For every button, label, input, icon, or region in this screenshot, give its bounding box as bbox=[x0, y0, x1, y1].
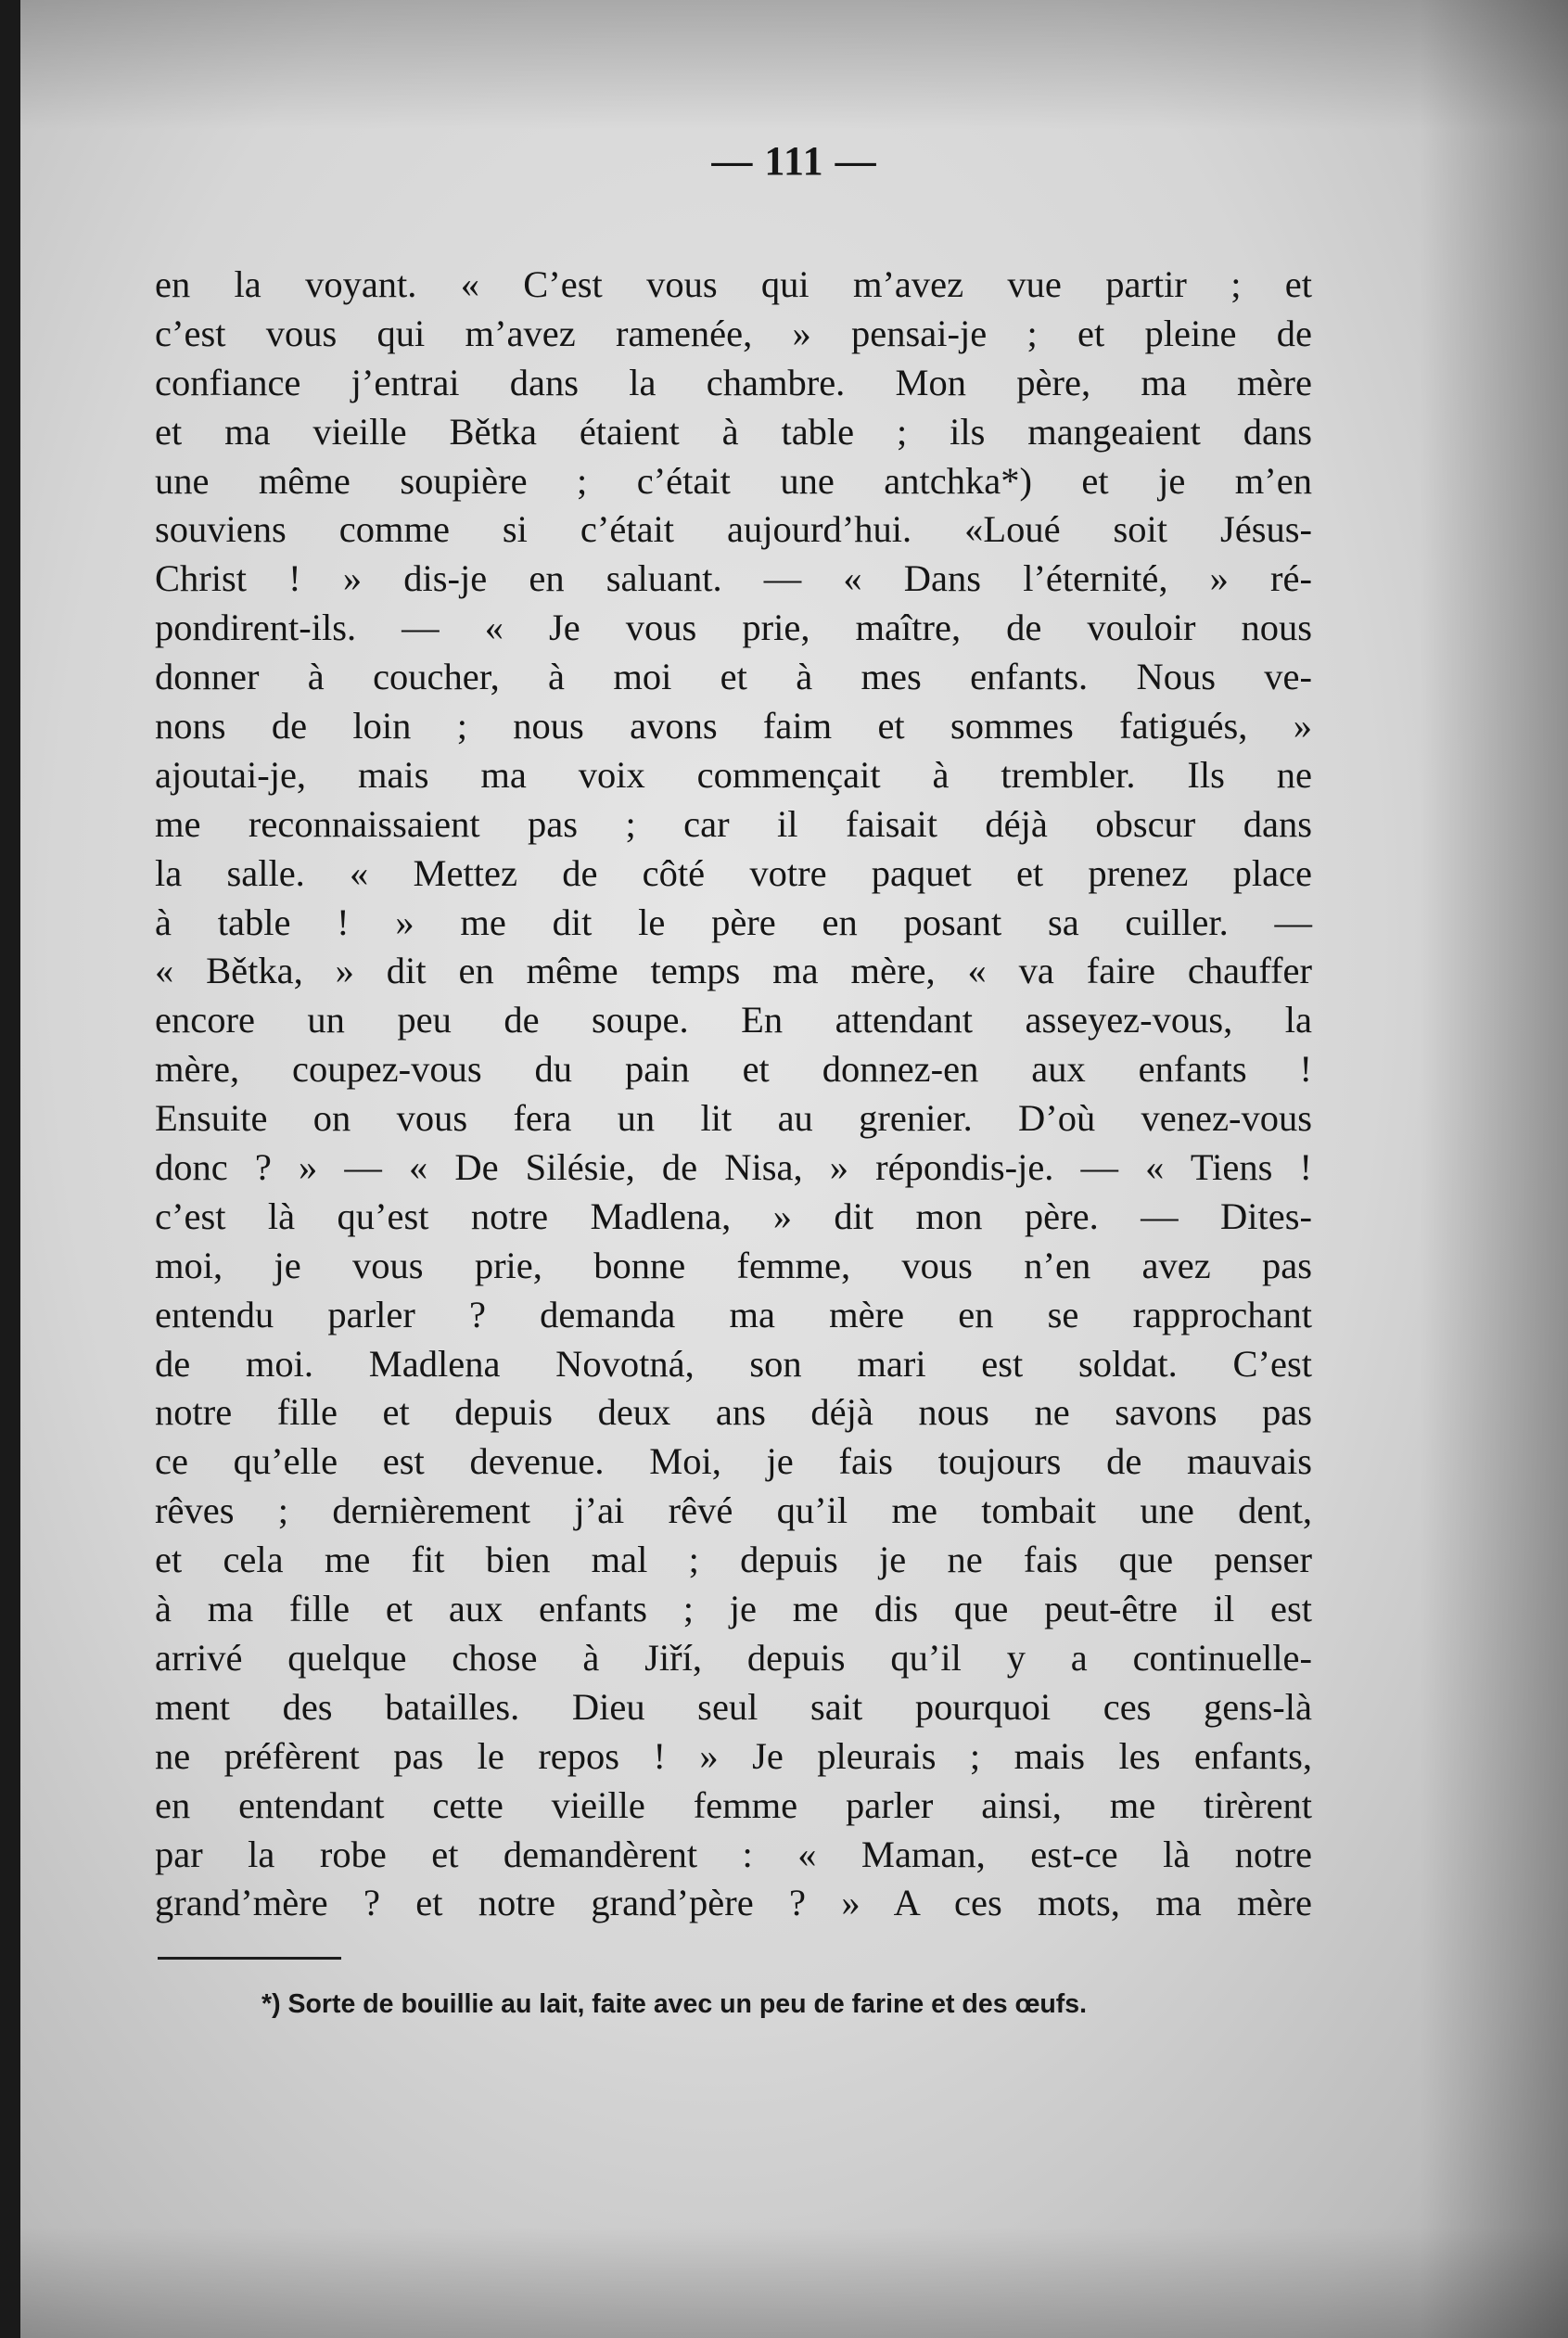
text-line: à table ! » me dit le père en posant sa cuiller. — bbox=[155, 901, 1312, 943]
text-line: c’est vous qui m’avez ramenée, » pensai-je ; et pleine de bbox=[155, 312, 1312, 354]
text-line: arrivé quelque chose à Jiří, depuis qu’il y a continuelle- bbox=[155, 1636, 1312, 1679]
text-line: en la voyant. « C’est vous qui m’avez vue partir ; et bbox=[155, 263, 1312, 305]
page-shadow-bottom bbox=[20, 2227, 1568, 2338]
text-line: me reconnaissaient pas ; car il faisait déjà obscur dans bbox=[155, 802, 1312, 845]
text-line: ajoutai-je, mais ma voix commençait à trembler. Ils ne bbox=[155, 753, 1312, 796]
text-line: « Bětka, » dit en même temps ma mère, « va faire chauffer bbox=[155, 950, 1312, 992]
text-line: et cela me fit bien mal ; depuis je ne fais que penser bbox=[155, 1539, 1312, 1581]
text-line: une même soupière ; c’était une antchka*) et je m’en bbox=[155, 459, 1312, 502]
text-line: par la robe et demandèrent : « Maman, est-ce là notre bbox=[155, 1833, 1312, 1875]
text-line: ce qu’elle est devenue. Moi, je fais toujours de mauvais bbox=[155, 1440, 1312, 1483]
text-line: la salle. « Mettez de côté votre paquet et prenez place bbox=[155, 851, 1312, 894]
text-line: Ensuite on vous fera un lit au grenier. D’où venez-vous bbox=[155, 1097, 1312, 1140]
page-shadow-top bbox=[20, 0, 1568, 130]
text-line: pondirent-ils. — « Je vous prie, maître, de vouloir nous bbox=[155, 607, 1312, 649]
text-line: notre fille et depuis deux ans déjà nous ne savons pas bbox=[155, 1391, 1312, 1434]
text-line: nons de loin ; nous avons faim et sommes fatigués, » bbox=[155, 705, 1312, 747]
text-line: et ma vieille Bětka étaient à table ; ils mangeaient dans bbox=[155, 410, 1312, 453]
text-line: donner à coucher, à moi et à mes enfants. Nous ve- bbox=[155, 656, 1312, 698]
text-line: ne préfèrent pas le repos ! » Je pleurais ; mais les enfants, bbox=[155, 1734, 1312, 1777]
page-number: — 111 — bbox=[711, 138, 877, 184]
text-line: souviens comme si c’était aujourd’hui. «Loué soit Jésus- bbox=[155, 508, 1312, 551]
text-line: grand’mère ? et notre grand’père ? » A ces mots, ma mère bbox=[155, 1882, 1312, 1924]
text-line: moi, je vous prie, bonne femme, vous n’en avez pas bbox=[155, 1244, 1312, 1286]
body-text bbox=[155, 261, 1312, 1928]
book-page bbox=[20, 0, 1568, 2338]
text-line: c’est là qu’est notre Madlena, » dit mon père. — Dites- bbox=[155, 1195, 1312, 1237]
text-line: en entendant cette vieille femme parler ainsi, me tirèrent bbox=[155, 1783, 1312, 1826]
footnote-rule bbox=[158, 1957, 341, 1960]
text-line: ment des batailles. Dieu seul sait pourquoi ces gens-là bbox=[155, 1685, 1312, 1728]
text-line: à ma fille et aux enfants ; je me dis que peut-être il est bbox=[155, 1588, 1312, 1630]
text-line: entendu parler ? demanda ma mère en se rapprochant bbox=[155, 1293, 1312, 1335]
text-line: donc ? » — « De Silésie, de Nisa, » répondis-je. — « Tiens ! bbox=[155, 1146, 1312, 1189]
text-line: mère, coupez-vous du pain et donnez-en aux enfants ! bbox=[155, 1048, 1312, 1091]
text-line: confiance j’entrai dans la chambre. Mon père, ma mère bbox=[155, 361, 1312, 403]
footnote: *) Sorte de bouillie au lait, faite avec un peu de farine et des œufs. bbox=[261, 1989, 1088, 2019]
text-line: encore un peu de soupe. En attendant asseyez-vous, la bbox=[155, 999, 1312, 1041]
page-shadow-right bbox=[1420, 0, 1568, 2338]
text-line: de moi. Madlena Novotná, son mari est soldat. C’est bbox=[155, 1342, 1312, 1385]
text-line: rêves ; dernièrement j’ai rêvé qu’il me tombait une dent, bbox=[155, 1489, 1312, 1532]
text-line: Christ ! » dis-je en saluant. — « Dans l’éternité, » ré- bbox=[155, 557, 1312, 600]
